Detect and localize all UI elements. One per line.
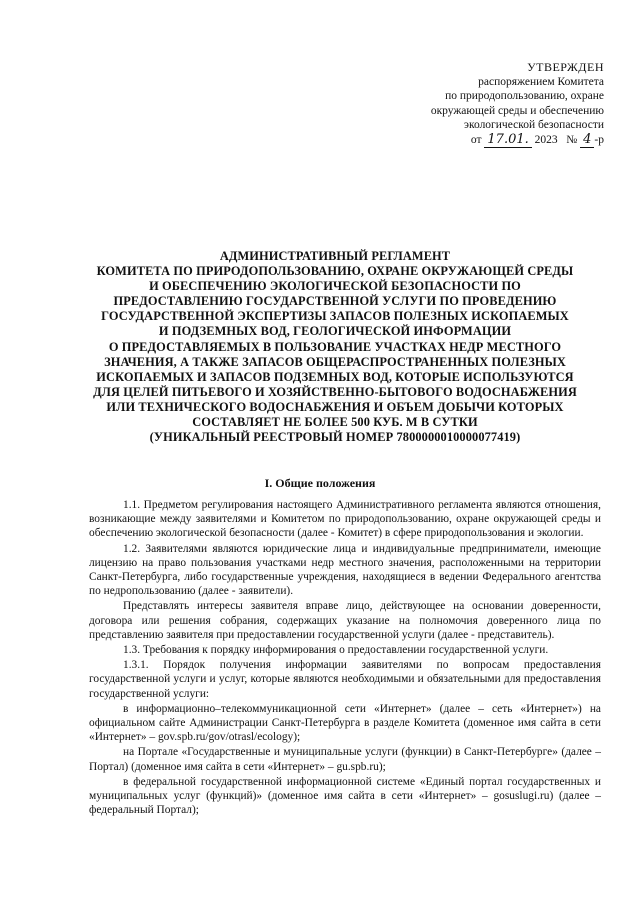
title-line: О ПРЕДОСТАВЛЯЕМЫХ В ПОЛЬЗОВАНИЕ УЧАСТКАХ НЕДР МЕСТНОГО <box>108 339 562 354</box>
approval-year: 2023 <box>534 133 558 146</box>
title-line: АДМИНИСТРАТИВНЫЙ РЕГЛАМЕНТ <box>219 249 451 263</box>
approval-line: окружающей среды и обеспечению <box>430 104 604 117</box>
title-line: ГОСУДАРСТВЕННОЙ ЭКСПЕРТИЗЫ ЗАПАСОВ ПОЛЕЗНЫХ ИСКОПАЕМЫХ <box>101 309 569 324</box>
title-line: ИСКОПАЕМЫХ И ЗАПАСОВ ПОДЗЕМНЫХ ВОД, КОТОРЫЕ ИСПОЛЬЗУЮТСЯ <box>96 369 574 384</box>
handwritten-number: 4 <box>580 132 594 148</box>
title-line: КОМИТЕТА ПО ПРИРОДОПОЛЬЗОВАНИЮ, ОХРАНЕ ОКРУЖАЮЩЕЙ СРЕДЫ <box>96 264 574 279</box>
approval-block <box>384 60 604 148</box>
approval-line: распоряжением Комитета <box>478 75 604 88</box>
from-label: от <box>470 133 482 146</box>
handwritten-date: 17.01. <box>484 132 531 148</box>
approval-line: по природопользованию, охране <box>445 90 604 103</box>
approval-date-number-line <box>384 133 604 148</box>
title-line: (УНИКАЛЬНЫЙ РЕЕСТРОВЫЙ НОМЕР 7800000010000077419) <box>149 430 521 445</box>
title-line: ИЛИ ТЕХНИЧЕСКОГО ВОДОСНАБЖЕНИЯ И ОБЪЕМ ДОБЫЧИ КОТОРЫХ <box>106 399 564 414</box>
number-label: № <box>566 133 578 146</box>
approval-heading: УТВЕРЖДЕН <box>527 60 604 74</box>
paragraph: 1.3.1. Порядок получения информации заявителями по вопросам предоставления государственной услуги и услуг, которые являются необходимыми и обязательными для предоставления государственной услуги: <box>89 659 601 700</box>
paragraph: 1.2. Заявителями являются юридические лица и индивидуальные предприниматели, имеющие лицензию на право пользования участками недр местного значения, расположенными на территории Санкт-Петербурга, либо государственные учреждения, находящиеся в ведении Федерального агентства по недропользованию (далее - заявители). <box>89 542 601 598</box>
paragraph: 1.3. Требования к порядку информирования о предоставлении государственной услуги. <box>123 644 549 657</box>
regulation-title <box>70 249 600 445</box>
document-body <box>89 498 601 818</box>
title-line: СОСТАВЛЯЕТ НЕ БОЛЕЕ 500 КУБ. М В СУТКИ <box>192 415 478 430</box>
number-suffix: -р <box>594 133 604 146</box>
paragraph: в информационно–телекоммуникационной сети «Интернет» (далее – сеть «Интернет») на официальном сайте Администрации Санкт-Петербурга в разделе Комитета (доменное имя сайта в сети «Интернет» – gov.spb.ru/gov/otrasl/ecology); <box>89 702 601 744</box>
paragraph: 1.1. Предметом регулирования настоящего Административного регламента являются отношения, возникающие между заявителями и Комитетом по природопользованию, охране окружающей среды и обеспечению экологической безопасности (далее - Комитет) в сфере природопользования и экологии. <box>89 499 601 540</box>
title-line: ПРЕДОСТАВЛЕНИЮ ГОСУДАРСТВЕННОЙ УСЛУГИ ПО ПРОВЕДЕНИЮ <box>113 294 557 309</box>
title-line: И ПОДЗЕМНЫХ ВОД, ГЕОЛОГИЧЕСКОЙ ИНФОРМАЦИИ <box>158 324 512 339</box>
title-line: ДЛЯ ЦЕЛЕЙ ПИТЬЕВОГО И ХОЗЯЙСТВЕННО-БЫТОВОГО ВОДОСНАБЖЕНИЯ <box>93 384 577 399</box>
paragraph: на Портале «Государственные и муниципальные услуги (функции) в Санкт-Петербурге» (далее – Портал) (доменное имя сайта в сети «Интернет» – gu.spb.ru); <box>89 746 601 773</box>
paragraph: в федеральной государственной информационной системе «Единый портал государственных и муниципальных услуг (функций)» (доменное имя сайта в сети «Интернет» – gosuslugi.ru) (далее – федеральный Портал); <box>89 775 601 817</box>
approval-line: экологической безопасности <box>464 119 604 132</box>
title-line: ЗНАЧЕНИЯ, А ТАКЖЕ ЗАПАСОВ ОБЩЕРАСПРОСТРАНЕННЫХ ПОЛЕЗНЫХ <box>104 354 566 369</box>
section-heading: I. Общие положения <box>264 476 376 490</box>
paragraph: Представлять интересы заявителя вправе лицо, действующее на основании доверенности, договора или решения собрания, содержащих указание на полномочия доверенного лица по представлению заявителя при предоставлении государственной услуги (далее - представитель). <box>89 600 601 641</box>
title-line: И ОБЕСПЕЧЕНИЮ ЭКОЛОГИЧЕСКОЙ БЕЗОПАСНОСТИ ПО <box>149 279 521 294</box>
